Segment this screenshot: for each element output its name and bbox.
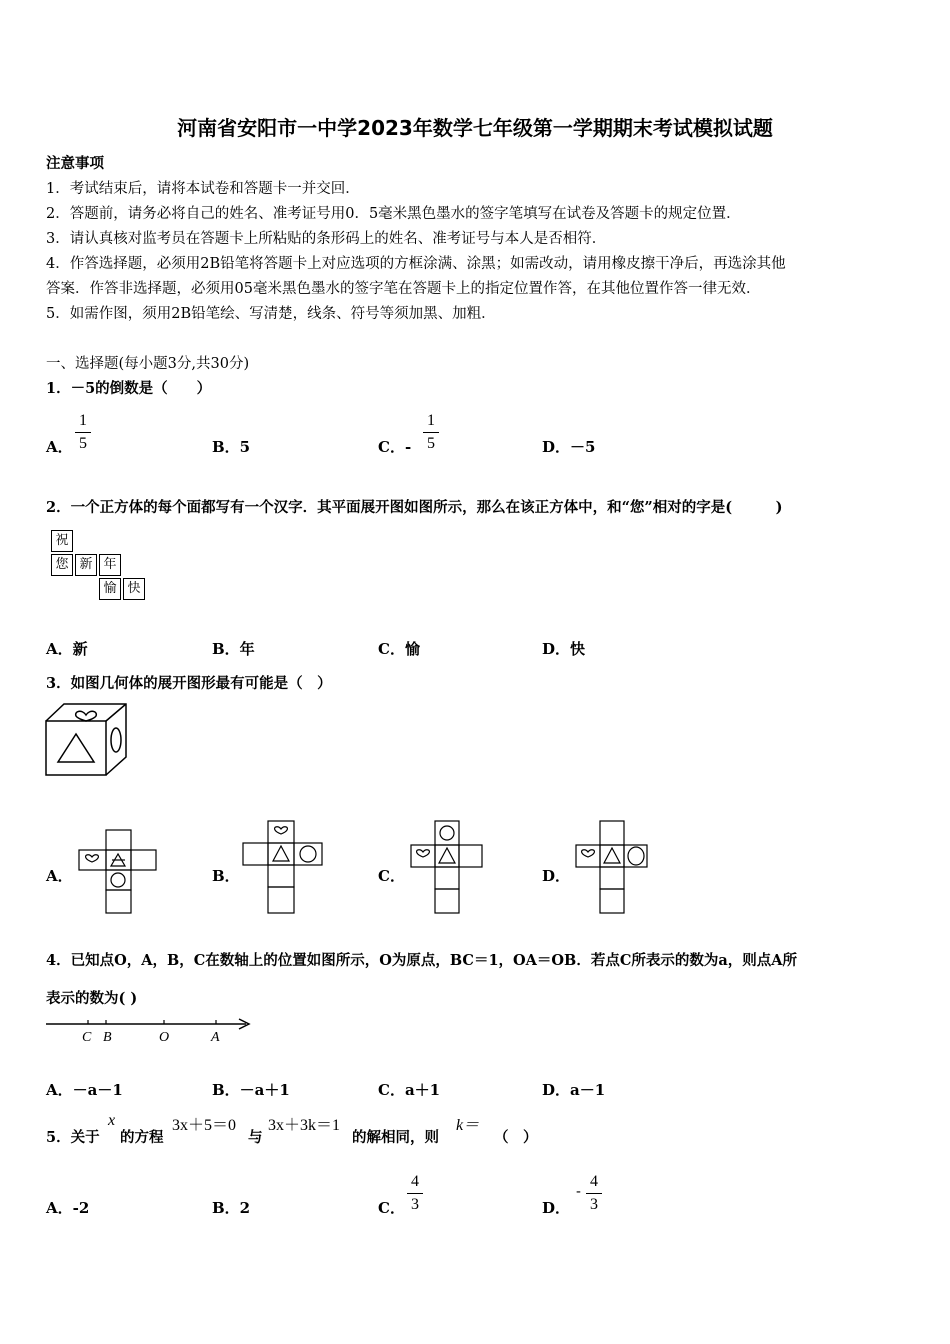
q5-equation-2: 3x＋3k＝1 <box>268 1117 341 1134</box>
q5-stem-part: 5．关于 <box>46 1129 100 1146</box>
q4-option-a: A．－a－1 <box>46 1081 123 1099</box>
net-cell: 愉 <box>99 578 121 600</box>
q5-option-c-label: C． <box>378 1199 405 1217</box>
q5-stem-part: （ ） <box>494 1129 538 1146</box>
q4-option-b: B．－a＋1 <box>212 1081 290 1099</box>
fraction-denominator: 5 <box>427 435 435 452</box>
q5-stem-part: 的方程 <box>120 1129 164 1146</box>
q2-option-c: C．愉 <box>378 640 420 658</box>
q3-net-b <box>242 820 324 915</box>
fraction-numerator: 1 <box>427 412 435 429</box>
fraction-bar <box>75 432 91 433</box>
q1-option-c-label: C．- <box>378 438 412 456</box>
q3-net-d <box>575 820 649 915</box>
fraction-numerator: 4 <box>590 1173 598 1190</box>
notice-item: 4．作答选择题，必须用2B铅笔将答题卡上对应选项的方框涂满、涂黑；如需改动，请用橡皮擦干净后，再选涂其他 <box>46 256 786 272</box>
notice-item: 3．请认真核对监考员在答题卡上所粘贴的条形码上的姓名、准考证号与本人是否相符． <box>46 231 607 247</box>
q4-stem-line2: 表示的数为( ) <box>46 990 138 1007</box>
q3-option-d: D． <box>542 867 571 885</box>
q5-k: k＝ <box>456 1117 480 1134</box>
q5-option-a: A．-2 <box>46 1199 90 1217</box>
fraction-denominator: 3 <box>411 1196 419 1213</box>
page-title: 河南省安阳市一中学2023年数学七年级第一学期期末考试模拟试题 <box>177 116 773 140</box>
q5-option-d-sign: - <box>576 1184 581 1200</box>
net-cell: 您 <box>51 554 73 576</box>
q1-option-a-label: A． <box>46 438 73 456</box>
q1-option-a-fraction <box>75 412 91 453</box>
fraction-denominator: 5 <box>79 435 87 452</box>
net-cell: 快 <box>123 578 145 600</box>
q1-option-b: B．5 <box>212 438 251 456</box>
q5-equation-1: 3x＋5＝0 <box>172 1117 237 1134</box>
q3-option-b: B． <box>212 867 240 885</box>
axis-label-a: A <box>211 1030 220 1045</box>
fraction-bar <box>586 1193 602 1194</box>
q5-option-c-fraction <box>407 1173 423 1214</box>
q1-option-d: D．－5 <box>542 438 596 456</box>
fraction-denominator: 3 <box>590 1196 598 1213</box>
q5-option-d-label: D． <box>542 1199 571 1217</box>
q4-option-c: C．a＋1 <box>378 1081 441 1099</box>
q2-option-d: D．快 <box>542 640 586 658</box>
q5-variable: x <box>108 1112 116 1129</box>
q4-stem-line1: 4．已知点O，A，B，C在数轴上的位置如图所示，O为原点，BC＝1，OA＝OB．若点C所表示的数为a，则点A所 <box>46 952 798 969</box>
q3-option-c: C． <box>378 867 405 885</box>
section-heading: 一、选择题(每小题3分,共30分) <box>46 356 250 372</box>
q3-stem: 3．如图几何体的展开图形最有可能是（ ） <box>46 675 332 692</box>
q3-cube-figure <box>44 702 134 778</box>
q1-stem: 1．－5的倒数是（ ） <box>46 380 212 397</box>
axis-label-o: O <box>159 1030 170 1045</box>
notice-item: 2．答题前，请务必将自己的姓名、准考证号用0．5毫米黑色墨水的签字笔填写在试卷及答题卡的规定位置． <box>46 206 741 222</box>
q1-option-c-fraction <box>423 412 439 453</box>
net-cell: 新 <box>75 554 97 576</box>
q3-option-a: A． <box>46 867 73 885</box>
notice-heading: 注意事项 <box>46 155 104 172</box>
q4-number-line <box>44 1014 256 1050</box>
notice-item: 5．如需作图，须用2B铅笔绘、写清楚，线条、符号等须加黑、加粗． <box>46 306 496 322</box>
notice-item: 1．考试结束后，请将本试卷和答题卡一并交回． <box>46 181 360 197</box>
fraction-numerator: 4 <box>411 1173 419 1190</box>
q2-option-a: A．新 <box>46 640 88 658</box>
axis-label-b: B <box>103 1030 112 1045</box>
q4-option-d: D．a－1 <box>542 1081 606 1099</box>
q2-option-b: B．年 <box>212 640 255 658</box>
q3-net-a <box>78 829 158 915</box>
axis-label-c: C <box>82 1030 92 1045</box>
q2-stem: 2．一个正方体的每个面都写有一个汉字．其平面展开图如图所示，那么在该正方体中，和“您”相对的字是( ) <box>46 499 783 516</box>
q5-stem-part: 与 <box>248 1129 263 1146</box>
notice-item: 答案．作答非选择题，必须用05毫米黑色墨水的签字笔在答题卡上的指定位置作答，在其他位置作答一律无效． <box>46 281 761 297</box>
net-cell: 祝 <box>51 530 73 552</box>
fraction-bar <box>423 432 439 433</box>
q3-net-c <box>410 820 484 915</box>
q5-stem-part: 的解相同，则 <box>352 1129 439 1146</box>
net-cell: 年 <box>99 554 121 576</box>
q5-option-d-fraction <box>586 1173 602 1214</box>
fraction-numerator: 1 <box>79 412 87 429</box>
q5-option-b: B．2 <box>212 1199 251 1217</box>
fraction-bar <box>407 1193 423 1194</box>
